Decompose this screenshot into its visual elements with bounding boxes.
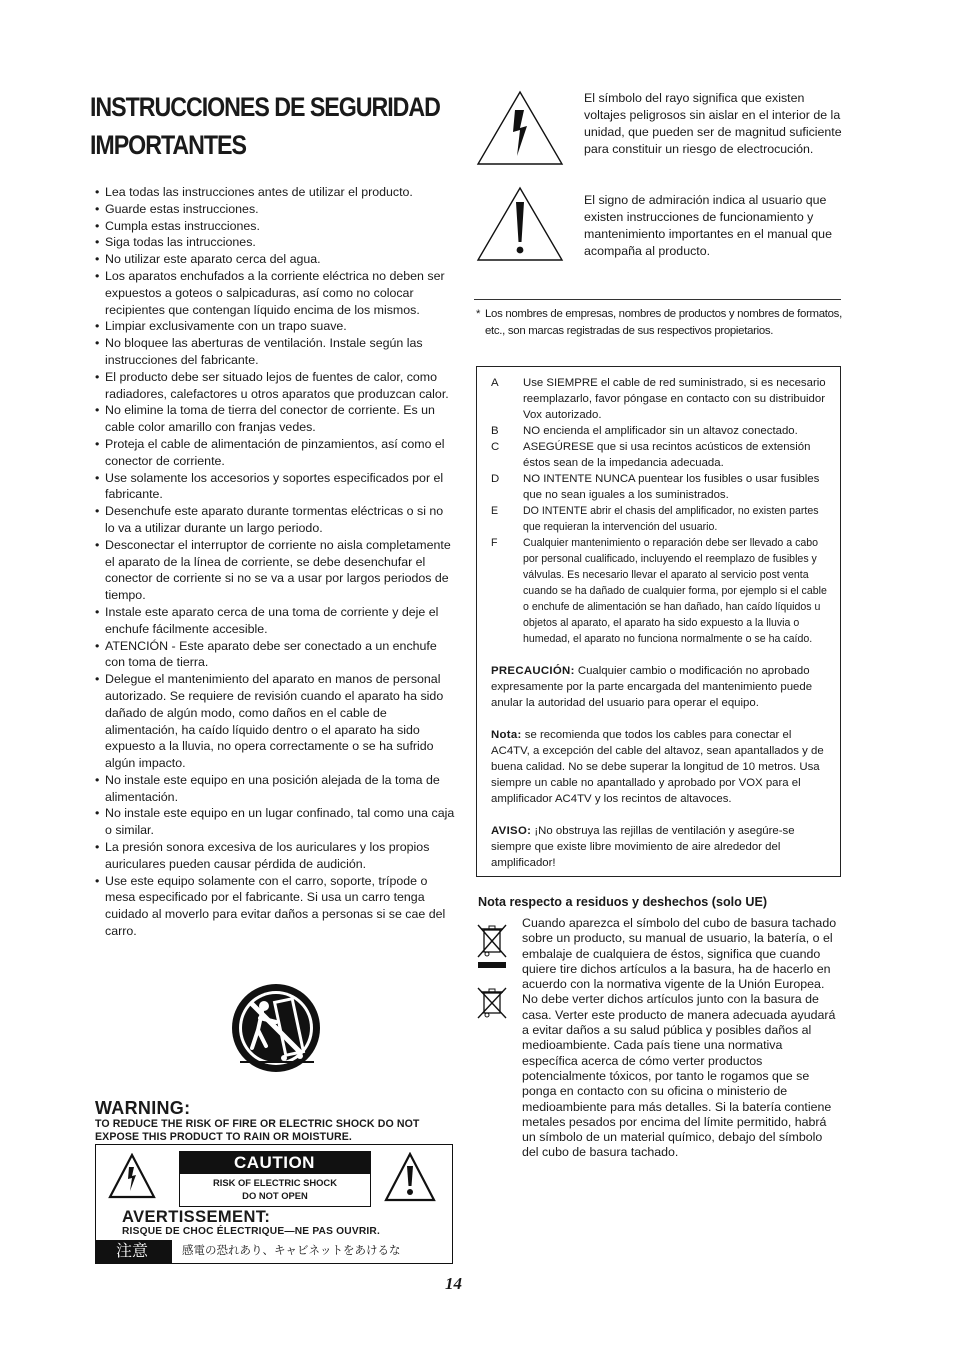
instruction-key: A <box>491 377 499 389</box>
note-text: se recomienda que todos los cables para conectar el AC4TV, a excepción del cable del altavoz, sean apantallados y de buena calidad. No se debe superar la longitud de 10 metros. Usa siempre un cable no apantallado y aprobado por VOX para el amplificador AC4TV y los recintos de altavoces. <box>491 729 824 805</box>
exclamation-warning-icon <box>476 186 564 262</box>
warning-heading: WARNING: <box>95 1098 191 1118</box>
safety-item: • No instale este equipo en una posición alejada de la toma de alimentación. <box>91 772 456 806</box>
warning-line-1: TO REDUCE THE RISK OF FIRE OR ELECTRIC SHOCK DO NOT <box>95 1118 420 1130</box>
safety-item: • Instale este aparato cerca de una toma de corriente y deje el enchufe fácilmente accesible. <box>91 604 456 638</box>
japanese-warning-row <box>96 1240 452 1263</box>
caution-title: CAUTION <box>180 1152 370 1174</box>
safety-item: • La presión sonora excesiva de los auriculares y los propios auriculares pueden causar pérdida de audición. <box>91 839 456 873</box>
japanese-caution-text: 感電の恐れあり、キャビネットをあけるな <box>182 1245 401 1257</box>
safety-item: • No utilizar este aparato cerca del agua. <box>91 251 456 268</box>
safety-item: • Limpiar exclusivamente con un trapo suave. <box>91 318 456 335</box>
instruction-text: DO INTENTE abrir el chasis del amplificador, no existen partes que requieran la intervención del usuario. <box>523 505 819 533</box>
crossed-out-wheelie-bin-icon <box>475 922 509 970</box>
safety-item: • Siga todas las intrucciones. <box>91 234 456 251</box>
instruction-row <box>491 535 831 647</box>
safety-instructions-list <box>90 184 456 940</box>
footnote-text: Los nombres de empresas, nombres de productos y nombres de formatos, etc., son marcas registradas de sus respectivos propietarios. <box>485 308 842 337</box>
lightning-symbol-text: El símbolo del rayo significa que existen voltajes peligrosos sin aislar en el interior de la unidad, que pueden ser de magnitud suficiente para constituir un riesgo de electrocución. <box>584 91 842 156</box>
instruction-row <box>491 423 831 439</box>
instruction-key: F <box>491 537 498 549</box>
instruction-text: Use SIEMPRE el cable de red suministrado, si es necesario reemplazarlo, favor póngase en contacto con su distribuidor Vox autorizado. <box>523 377 826 421</box>
safety-item: • No elimine la toma de tierra del conector de corriente. Es un cable color amarillo con franjas vedes. <box>91 402 456 436</box>
section-divider <box>474 299 841 300</box>
instruction-key: D <box>491 473 500 485</box>
page-number: 14 <box>445 1274 462 1293</box>
safety-item: • Use solamente los accesorios y soportes especificados por el fabricante. <box>91 470 456 504</box>
caution-label-panel <box>179 1151 371 1207</box>
safety-item: • ATENCIÓN - Este aparato debe ser conectado a un enchufe con toma de tierra. <box>91 638 456 672</box>
note-key: PRECAUCIÓN: <box>491 665 575 677</box>
safety-item: • Los aparatos enchufados a la corriente eléctrica no deben ser expuestos a goteos o salpicaduras, así como no colocar recipientes que contengan líquido encima de los mismos. <box>91 268 456 318</box>
footnote-star: * <box>476 308 481 320</box>
safety-item: • Lea todas las instrucciones antes de utilizar el producto. <box>91 184 456 201</box>
title-line-2: IMPORTANTES <box>90 130 246 160</box>
safety-item: • Proteja el cable de alimentación de pinzamientos, así como el conector de corriente. <box>91 436 456 470</box>
instruction-key: C <box>491 441 500 453</box>
crossed-out-wheelie-bin-icon <box>475 986 509 1020</box>
note-key: AVISO: <box>491 825 532 837</box>
instruction-row <box>491 375 831 423</box>
safety-item: • Cumpla estas instrucciones. <box>91 218 456 235</box>
title-line-1: INSTRUCCIONES DE SEGURIDAD <box>90 92 440 122</box>
instruction-text: NO INTENTE NUNCA puentear los fusibles o usar fusibles que no sean iguales a los suministrados. <box>523 473 820 501</box>
cart-tip-over-icon <box>230 982 322 1074</box>
safety-item: • No instale este equipo en un lugar confinado, tal como una caja o similar. <box>91 805 456 839</box>
left-column <box>90 88 456 940</box>
instruction-key: E <box>491 505 499 517</box>
instruction-row <box>491 471 831 503</box>
safety-item: • Use este equipo solamente con el carro, soporte, trípode o mesa especificado por el fabricante. Si usa un carro tenga cuidado al moverlo para evitar daños a personas si se cae del carro. <box>91 873 456 940</box>
note-row <box>491 727 831 807</box>
safety-item: • Desconectar el interruptor de corriente no aisla completamente el aparato de la línea de corriente, se debe desenchufar el conector de corriente si no se va a usar por largos periodos de tiempo. <box>91 537 456 604</box>
page-title <box>90 88 460 164</box>
safety-item: • Guarde estas instrucciones. <box>91 201 456 218</box>
trademark-footnote <box>476 306 842 340</box>
lightning-warning-icon <box>108 1153 156 1199</box>
caution-label <box>95 1144 453 1264</box>
note-row <box>491 823 831 871</box>
instruction-key: B <box>491 425 499 437</box>
instruction-row <box>491 503 831 535</box>
avertissement-heading: AVERTISSEMENT: <box>122 1208 271 1226</box>
exclamation-symbol-text: El signo de admiración indica al usuario que existen instrucciones de funcionamiento y mantenimiento importantes en el manual que acompaña al producto. <box>584 193 832 258</box>
note-text: ¡No obstruya las rejillas de ventilación y asegúre-se siempre que existe libre movimiento de aire alrededor del amplificador! <box>491 825 795 869</box>
instructions-box <box>476 366 841 877</box>
lightning-warning-icon <box>476 90 564 166</box>
japanese-caution-label: 注意 <box>96 1240 172 1263</box>
instruction-text: ASEGÚRESE que si usa recintos acústicos de extensión éstos sean de la impedancia adecuada. <box>523 441 811 469</box>
safety-item: • El producto debe ser situado lejos de fuentes de calor, como radiadores, calefactores u otros aparatos que produzcan calor. <box>91 369 456 403</box>
caution-sub-1: RISK OF ELECTRIC SHOCK <box>213 1177 337 1188</box>
safety-item: • Delegue el mantenimiento del aparato en manos de personal autorizado. Se requiere de revisión cuando el aparato ha sido dañado de algún modo, como daños en el cable de alimentación, ha caído líquido dentro o el aparato ha sido expuesto a la lluvia, no opera correctamente o se ha sufrido algún impacto. <box>91 671 456 772</box>
instruction-text: Cualquier mantenimiento o reparación debe ser llevado a cabo por personal cualificado, incluyendo el reemplazo de fusibles y válvulas. Es necesario llevar el aparato al servicio post venta cuando se ha dañado de cualquier forma, por ejemplo si el cable o enchufe de alimentación se han dañado, han caído líquidos u objetos al aparato, el aparato ha sido expuesto a la lluvia o humedad, el aparato no funciona normalmente o se ha caído. <box>523 537 827 645</box>
safety-item: • No bloquee las aberturas de ventilación. Instale según las instrucciones del fabricante. <box>91 335 456 369</box>
note-row <box>491 663 831 711</box>
weee-text: Cuando aparezca el símbolo del cubo de basura tachado sobre un producto, su manual de usuario, la batería, o el embalaje de cualquiera de éstos, significa que cuando quiere tire dichos artículos a la basura, ha de hacerlo en acuerdo con la normativa vigente de la Unión Europea. No debe verter dichos artículos junto con la basura de casa. Verter este producto de manera adecuada ayudará a evitar daños a su salud pública y posibles daños al medioambiente. Cada país tiene una normativa específica acerca de cómo verter productos potencialmente tóxicos, por tanto le rogamos que se ponga en contacto con su oficina o ministerio de medioambiente para más detalles. Si la batería contiene metales pesados por encima del límite permitido, habrá un símbolo de un material químico, debajo del símbolo del cubo de basura tachado. <box>522 916 837 1160</box>
note-key: Nota: <box>491 729 522 741</box>
caution-sub-2: DO NOT OPEN <box>242 1190 308 1201</box>
exclamation-warning-icon <box>384 1152 436 1202</box>
instruction-row <box>491 439 831 471</box>
safety-item: • Desenchufe este aparato durante tormentas eléctricas o si no lo va a utilizar durante un largo periodo. <box>91 503 456 537</box>
weee-heading: Nota respecto a residuos y deshechos (solo UE) <box>478 895 768 909</box>
avertissement-text: RISQUE DE CHOC ÉLECTRIQUE—NE PAS OUVRIR. <box>122 1226 380 1237</box>
note-text: Cualquier cambio o modificación no aprobado expresamente por la parte encargada del mantenimiento puede anular la autoridad del usuario para operar el equipo. <box>491 665 813 709</box>
warning-line-2: EXPOSE THIS PRODUCT TO RAIN OR MOISTURE. <box>95 1130 352 1143</box>
instruction-text: NO encienda el amplificador sin un altavoz conectado. <box>523 425 798 437</box>
warning-block <box>95 1099 455 1143</box>
